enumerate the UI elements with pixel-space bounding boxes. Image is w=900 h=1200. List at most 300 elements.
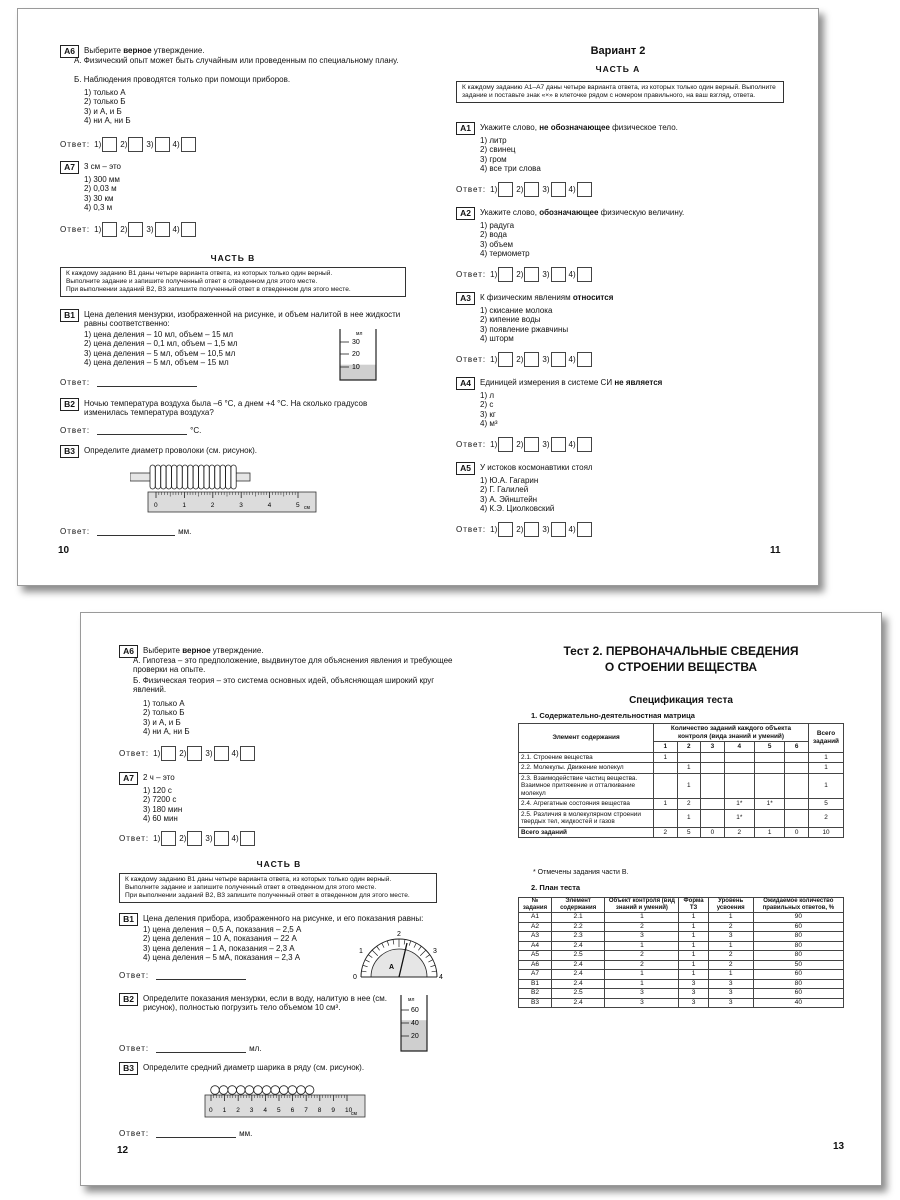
meter-tick (420, 950, 426, 956)
plan-cell: 3 (708, 932, 753, 942)
ball (237, 1086, 246, 1095)
answer-blank[interactable] (156, 1129, 236, 1138)
answer-checkbox[interactable] (102, 137, 117, 152)
matrix-cell (654, 763, 678, 774)
answer-label: Ответ: (119, 748, 150, 758)
matrix-cell: 1 (654, 799, 678, 810)
matrix-row-total: 1 (809, 763, 844, 774)
statement-a: А. Физический опыт может быть случайным или проведенным по специальному плану. (74, 56, 399, 65)
plan-row (519, 998, 844, 1008)
answer-checkbox[interactable] (187, 831, 202, 846)
question-text-bold: обозначающее (539, 208, 599, 217)
plan-header-cell: Элемент содержания (551, 898, 604, 913)
matrix-row-name: 2.4. Агрегатные состояния вещества (519, 799, 654, 810)
plan-cell: А4 (519, 941, 552, 951)
answer-checkbox[interactable] (524, 182, 539, 197)
ruler-label: 0 (154, 502, 158, 509)
wire-coil (215, 465, 220, 489)
plan-cell: 50 (753, 960, 843, 970)
plan-cell: 2.4 (551, 960, 604, 970)
answer-checkbox[interactable] (577, 522, 592, 537)
matrix-cell: 2 (677, 799, 701, 810)
answer-boxes: Ответ: 1) 2) 3) 4) (456, 352, 595, 366)
matrix-cell: 1 (677, 763, 701, 774)
answer-checkbox[interactable] (498, 182, 513, 197)
wire-coil (226, 465, 231, 489)
matrix-cell (755, 809, 785, 827)
plan-cell: А2 (519, 922, 552, 932)
matrix-cell (654, 809, 678, 827)
wire-coil (204, 465, 209, 489)
option: 3) А. Эйнштейн (480, 494, 538, 504)
plan-cell: 1 (605, 979, 679, 989)
answer-checkbox[interactable] (240, 746, 255, 761)
answer-checkbox[interactable] (161, 831, 176, 846)
answer-checkbox[interactable] (214, 746, 229, 761)
answer-checkbox[interactable] (498, 522, 513, 537)
plan-cell: 1 (679, 970, 708, 980)
test-title-line: Тест 2. ПЕРВОНАЧАЛЬНЫЕ СВЕДЕНИЯ (563, 644, 799, 658)
answer-blank[interactable] (97, 378, 197, 387)
wire-coil (166, 465, 171, 489)
meter-tick (368, 955, 372, 958)
ruler-label: 7 (304, 1107, 308, 1114)
matrix-row-name: 2.2. Молекулы. Движение молекул (519, 763, 654, 774)
plan-cell: 60 (753, 989, 843, 999)
plan-cell: 1 (605, 970, 679, 980)
answer-label: Ответ: (60, 425, 91, 435)
plan-cell: 2 (605, 951, 679, 961)
matrix-cell: 1* (724, 809, 754, 827)
meter-tick (430, 965, 435, 967)
plan-row (519, 951, 844, 961)
question-text-part: Выберите (143, 646, 183, 655)
answer-options (480, 221, 530, 259)
plan-cell: 80 (753, 951, 843, 961)
meter-tick (409, 941, 411, 946)
question-text: 3 см – это (84, 162, 121, 171)
matrix-cell (654, 773, 678, 799)
answer-checkbox[interactable] (155, 222, 170, 237)
question-text: Ночью температура воздуха была –6 °С, а днем +4 °С. На сколько градусов изменилась температура воздуха? (84, 399, 368, 417)
matrix-cell: 1 (755, 827, 785, 838)
matrix-column-number: 3 (701, 742, 725, 753)
plan-row (519, 932, 844, 942)
plan-cell: 2.4 (551, 970, 604, 980)
page-13 (481, 613, 881, 1185)
ruler-label: 6 (290, 1107, 295, 1114)
question-text (480, 293, 613, 302)
cylinder-mark: 40 (411, 1020, 419, 1027)
option: 2) 7200 с (143, 795, 177, 805)
answer-unit: мм. (239, 1128, 253, 1138)
option: 4) ни А, ни Б (143, 727, 190, 737)
matrix-column-number: 1 (654, 742, 678, 753)
matrix-row-name: 2.1. Строение вещества (519, 752, 654, 763)
question-text-part: Укажите слово, (480, 123, 540, 132)
question-text-bold: относится (572, 293, 614, 302)
plan-cell: 3 (679, 998, 708, 1008)
meter-tick (377, 946, 380, 950)
meter-tick (432, 971, 437, 972)
wire-coil (182, 465, 187, 489)
matrix-row (519, 763, 844, 774)
meter-tick (372, 950, 378, 956)
ruler-label: 0 (209, 1107, 213, 1114)
answer-checkbox[interactable] (128, 222, 143, 237)
meter-label: 1 (359, 948, 363, 955)
matrix-cell (701, 799, 725, 810)
matrix-cell: 1* (724, 799, 754, 810)
question-tag: В3 (119, 1062, 138, 1075)
answer-options (480, 391, 498, 429)
question-tag: А4 (456, 377, 475, 390)
question-text: Определите диаметр проволоки (см. рисунок). (84, 446, 257, 455)
question-text (143, 646, 463, 655)
answer-blank[interactable] (156, 971, 246, 980)
question-text: Определите показания мензурки, если в воду, налитую в нее (см. рисунок), полностью погрузить тело объемом 10 см³. (143, 994, 388, 1012)
plan-header-cell: № задания (519, 898, 552, 913)
matrix-row (519, 799, 844, 810)
answer-checkbox[interactable] (551, 437, 566, 452)
option: 3) цена деления – 1 А, показания – 2,3 А (143, 943, 295, 953)
answer-checkbox[interactable] (240, 831, 255, 846)
page-number: 11 (770, 545, 781, 556)
answer-unit: °С. (190, 425, 202, 435)
plan-cell: 80 (753, 979, 843, 989)
answer-checkbox[interactable] (181, 137, 196, 152)
option: 4) шторм (480, 334, 514, 344)
question-text: У истоков космонавтики стоял (480, 463, 593, 472)
answer-checkbox[interactable] (498, 437, 513, 452)
option: 2) свинец (480, 145, 516, 155)
plan-header-cell: Уровень усвоения (708, 898, 753, 913)
answer-line (119, 1041, 262, 1055)
plan-cell: А1 (519, 913, 552, 923)
ball (211, 1086, 220, 1095)
plan-header-cell: Ожидаемое количество правильных ответов, % (753, 898, 843, 913)
question-tag: В1 (60, 309, 79, 322)
matrix-row (519, 773, 844, 799)
matrix-cell (724, 752, 754, 763)
option: 2) вода (480, 230, 507, 240)
instruction-line: К каждому заданию А1–А7 даны четыре варианта ответа, из которых только один верный. Выполните задание и поставьте знак «×» в клеточке рядом с номером правильного, на ваш взгляд, ответа. (462, 84, 776, 99)
matrix-row-name: 2.3. Взаимодействие частиц вещества. Взаимное притяжение и отталкивание молекул (519, 773, 654, 799)
plan-cell: 2.4 (551, 979, 604, 989)
page-10 (18, 9, 418, 585)
answer-boxes: Ответ: 1) 2) 3) 4) (119, 746, 258, 760)
matrix-title: 1. Содержательно-деятельностная матрица (531, 711, 695, 720)
answer-blank[interactable] (156, 1044, 246, 1053)
wire-coil (150, 465, 155, 489)
question-text-part: Единицей измерения в системе СИ (480, 378, 615, 387)
question-text (84, 46, 404, 55)
instruction-line: К каждому заданию В1 даны четыре варианта ответа, из которых только один верный. (125, 876, 392, 883)
matrix-row-total: 5 (809, 799, 844, 810)
plan-cell: 1 (679, 932, 708, 942)
instruction-line: При выполнении заданий В2, В3 запишите полученный ответ в отведенном для этого месте. (66, 286, 351, 293)
answer-blank[interactable] (97, 426, 187, 435)
matrix-cell (701, 773, 725, 799)
answer-checkbox[interactable] (524, 522, 539, 537)
answer-checkbox[interactable] (161, 746, 176, 761)
matrix-header: Количество заданий каждого объекта контроля (вида знаний и умений) (654, 724, 809, 742)
ruler-label: 10 (345, 1107, 353, 1114)
plan-cell: 3 (708, 998, 753, 1008)
instructions-box (60, 267, 406, 297)
option: 1) только А (84, 88, 126, 97)
book-spread-pages-12-13 (80, 612, 882, 1186)
ball (280, 1086, 289, 1095)
instruction-line: При выполнении заданий В2, В3 запишите полученный ответ в отведенном для этого месте. (125, 892, 410, 899)
answer-checkbox[interactable] (524, 437, 539, 452)
plan-cell: 1 (708, 941, 753, 951)
wire-coil (161, 465, 166, 489)
ruler-unit-label: см (304, 505, 310, 511)
content-matrix-table (518, 723, 844, 838)
plan-cell: 2 (708, 922, 753, 932)
answer-boxes: Ответ: 1) 2) 3) 4) (456, 522, 595, 536)
question-text (480, 123, 678, 132)
plan-cell: 2.5 (551, 951, 604, 961)
spec-title: Спецификация теста (629, 695, 733, 706)
plan-cell: 1 (679, 951, 708, 961)
ball (254, 1086, 263, 1095)
answer-label: Ответ: (119, 833, 150, 843)
matrix-column-number: 5 (755, 742, 785, 753)
answer-label: Ответ: (60, 139, 91, 149)
wire-coil (231, 465, 236, 489)
plan-cell: 3 (679, 989, 708, 999)
matrix-row-total: 2 (809, 809, 844, 827)
book-spread-pages-10-11 (17, 8, 819, 586)
page-number: 12 (117, 1145, 129, 1156)
instructions-box (119, 873, 437, 903)
plan-cell: 1 (679, 913, 708, 923)
answer-checkbox[interactable] (214, 831, 229, 846)
matrix-row-name: 2.5. Различия в молекулярном строении твердых тел, жидкостей и газов (519, 809, 654, 827)
wire-coil (193, 465, 198, 489)
matrix-cell: 0 (701, 827, 725, 838)
option: 3) появление ржавчины (480, 324, 569, 334)
meter-tick (426, 955, 430, 958)
plan-cell: А5 (519, 951, 552, 961)
ruler-label: 2 (236, 1107, 240, 1114)
option: 3) объем (480, 239, 514, 249)
question-tag: А3 (456, 292, 475, 305)
plan-cell: 1 (679, 960, 708, 970)
plan-header-cell: Объект контроля (вид знаний и умений) (605, 898, 679, 913)
cylinder-mark: 10 (352, 364, 360, 371)
ruler-label: 3 (249, 1107, 254, 1114)
matrix-cell (724, 773, 754, 799)
option: 2) только Б (84, 97, 126, 107)
answer-label: Ответ: (456, 524, 487, 534)
question-text (480, 378, 662, 387)
cylinder-mark: 20 (411, 1033, 419, 1040)
answer-checkbox[interactable] (524, 267, 539, 282)
question-text-part: физическую величину. (598, 208, 685, 217)
ruler-unit-label: см (351, 1111, 357, 1117)
plan-cell: 60 (753, 922, 843, 932)
answer-label: Ответ: (119, 1128, 150, 1138)
plan-cell: 3 (708, 989, 753, 999)
plan-cell: 3 (679, 979, 708, 989)
option: 1) 300 мм (84, 175, 120, 184)
plan-cell: 60 (753, 970, 843, 980)
test-plan-table (518, 897, 844, 1008)
meter-tick (363, 965, 368, 967)
plan-cell: 40 (753, 998, 843, 1008)
question-text-bold: верное (123, 46, 152, 55)
plan-cell: 1 (605, 913, 679, 923)
part-title: ЧАСТЬ В (210, 253, 256, 263)
meter-tick (404, 939, 405, 944)
option: 2) с (480, 400, 494, 410)
plan-cell: 1 (708, 970, 753, 980)
answer-checkbox[interactable] (155, 137, 170, 152)
answer-checkbox[interactable] (577, 437, 592, 452)
answer-label: Ответ: (119, 970, 150, 980)
ball (288, 1086, 297, 1095)
question-text: Определите средний диаметр шарика в ряду (см. рисунок). (143, 1063, 365, 1072)
option: 3) цена деления – 5 мл, объем – 10,5 мл (84, 348, 236, 358)
option: 1) цена деления – 10 мл, объем – 15 мл (84, 330, 234, 339)
option: 4) все три слова (480, 164, 541, 174)
answer-options (480, 476, 554, 514)
answer-checkbox[interactable] (551, 182, 566, 197)
answer-checkbox[interactable] (524, 352, 539, 367)
answer-blank[interactable] (97, 527, 175, 536)
meter-label: 3 (433, 948, 437, 955)
answer-checkbox[interactable] (551, 267, 566, 282)
plan-cell: 80 (753, 932, 843, 942)
answer-checkbox[interactable] (498, 352, 513, 367)
footnote: * Отмечены задания части В. (533, 869, 629, 876)
wire-coils (150, 465, 236, 489)
answer-checkbox[interactable] (128, 137, 143, 152)
matrix-cell (724, 763, 754, 774)
option: 1) только А (143, 699, 185, 708)
answer-line (60, 375, 200, 389)
answer-checkbox[interactable] (187, 746, 202, 761)
question-tag: А6 (119, 645, 138, 658)
plan-cell: В1 (519, 979, 552, 989)
matrix-body (519, 752, 844, 838)
option: 2) только Б (143, 708, 185, 718)
matrix-cell (701, 809, 725, 827)
answer-label: Ответ: (60, 224, 91, 234)
wire-coil (177, 465, 182, 489)
answer-checkbox[interactable] (577, 182, 592, 197)
ruler-label: 9 (331, 1107, 336, 1114)
option: 1) радуга (480, 221, 515, 230)
plan-cell: 3 (708, 979, 753, 989)
meter-tick (418, 946, 421, 950)
answer-options (84, 175, 120, 213)
ball (297, 1086, 306, 1095)
answer-checkbox[interactable] (551, 352, 566, 367)
plan-title: 2. План теста (531, 883, 581, 892)
answer-checkbox[interactable] (577, 352, 592, 367)
answer-options (480, 136, 541, 174)
cylinder-mark: 20 (352, 351, 360, 358)
matrix-cell (785, 809, 809, 827)
matrix-cell (755, 763, 785, 774)
matrix-cell (677, 752, 701, 763)
option: 2) цена деления – 10 А, показания – 22 А (143, 934, 297, 944)
matrix-row (519, 809, 844, 827)
plan-cell: 2.5 (551, 989, 604, 999)
option: 1) скисание молока (480, 306, 553, 315)
matrix-header: Элемент содержания (519, 724, 654, 753)
question-tag: А7 (119, 772, 138, 785)
question-text-part: физическое тело. (609, 123, 678, 132)
matrix-cell (785, 799, 809, 810)
answer-checkbox[interactable] (577, 267, 592, 282)
wire-coil (188, 465, 193, 489)
test-title (501, 643, 861, 675)
statement-b: Б. Наблюдения проводятся только при помощи приборов. (74, 75, 291, 84)
answer-boxes: Ответ: 1) 2) 3) 4) (119, 831, 258, 845)
answer-label: Ответ: (456, 439, 487, 449)
wire-coil (172, 465, 177, 489)
answer-options (84, 88, 131, 126)
answer-options (143, 699, 190, 737)
matrix-cell: 1* (755, 799, 785, 810)
ruler-label: 1 (182, 502, 187, 509)
answer-checkbox[interactable] (181, 222, 196, 237)
answer-boxes: Ответ: 1) 2) 3) 4) (456, 182, 595, 196)
plan-row (519, 970, 844, 980)
ball (262, 1086, 271, 1095)
matrix-row-total: 1 (809, 752, 844, 763)
wire-coil (220, 465, 225, 489)
plan-cell: 2 (605, 960, 679, 970)
question-tag: А1 (456, 122, 475, 135)
answer-checkbox[interactable] (551, 522, 566, 537)
question-tag: А2 (456, 207, 475, 220)
question-text: 2 ч – это (143, 773, 175, 782)
answer-options (480, 306, 568, 344)
matrix-column-number: 2 (677, 742, 701, 753)
plan-row (519, 979, 844, 989)
matrix-cell: 1 (677, 773, 701, 799)
answer-checkbox[interactable] (102, 222, 117, 237)
option: 1) цена деления – 0,5 А, показания – 2,5 А (143, 925, 302, 934)
plan-row (519, 960, 844, 970)
plan-cell: 3 (605, 932, 679, 942)
question-text-part: Укажите слово, (480, 208, 540, 217)
meter-tick (382, 943, 384, 947)
ruler-label: 8 (317, 1107, 322, 1114)
matrix-cell: 0 (785, 827, 809, 838)
option: 3) гром (480, 154, 507, 164)
question-text-bold: не обозначающее (539, 123, 610, 132)
matrix-cell (755, 752, 785, 763)
plan-cell: А6 (519, 960, 552, 970)
plan-header-row (519, 898, 844, 913)
answer-options (143, 925, 301, 963)
option: 3) 30 км (84, 193, 114, 203)
answer-line (60, 524, 191, 538)
answer-checkbox[interactable] (498, 267, 513, 282)
meter-label: 4 (439, 974, 443, 981)
plan-cell: В3 (519, 998, 552, 1008)
plan-cell: А3 (519, 932, 552, 942)
question-text-bold: не является (614, 378, 663, 387)
answer-boxes: Ответ: 1) 2) 3) 4) (60, 137, 199, 151)
